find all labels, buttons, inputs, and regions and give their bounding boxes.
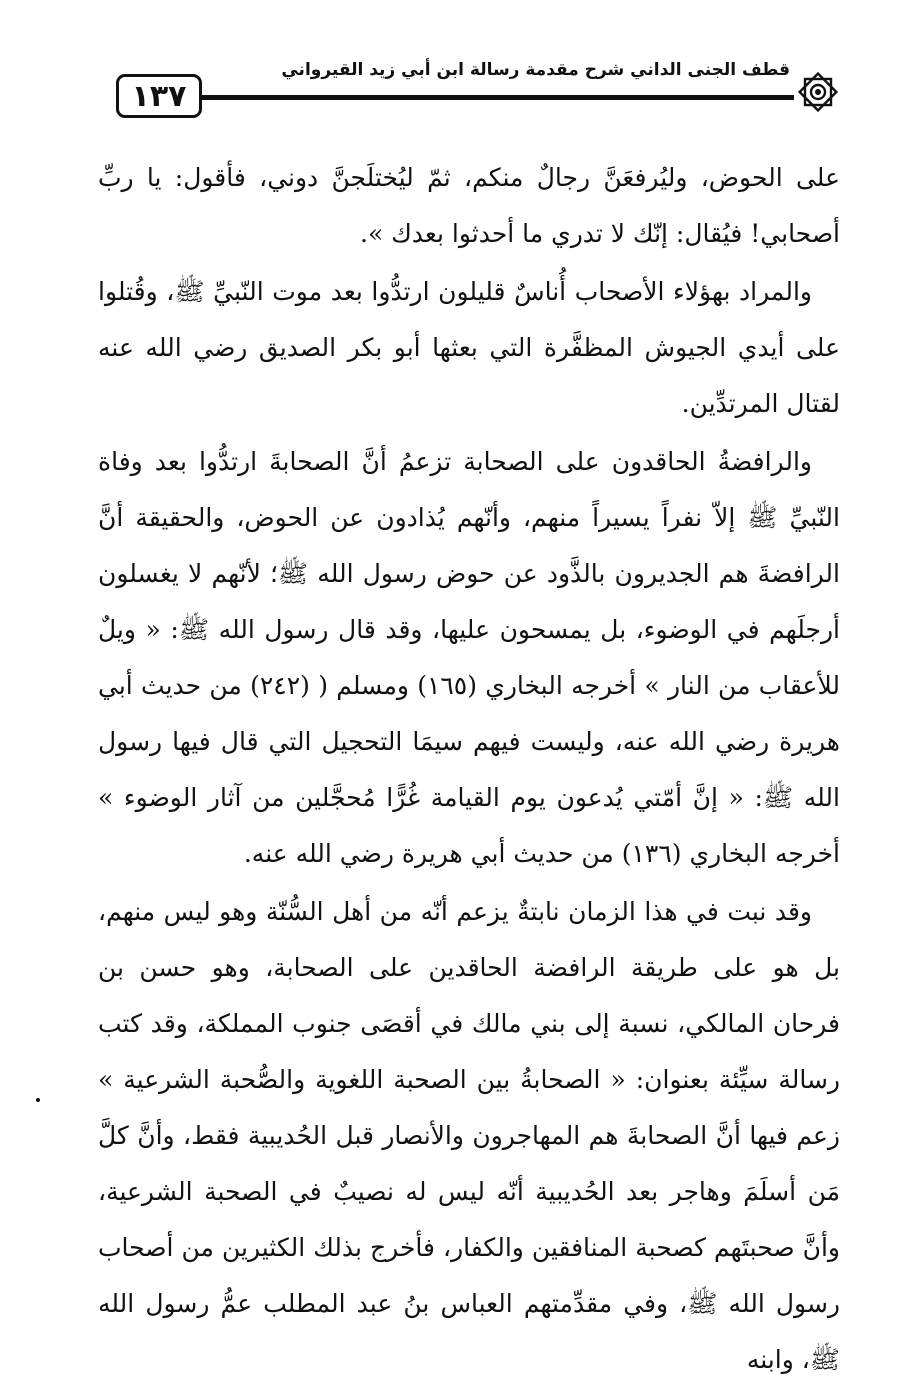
page-header	[116, 58, 840, 122]
margin-mark	[36, 1098, 40, 1102]
book-title: قطف الجنى الداني شرح مقدمة رسالة ابن أبي زيد القيرواني	[281, 60, 790, 80]
paragraph-4: وقد نبت في هذا الزمان نابتةٌ يزعم أنّه من أهل السُّنّة وهو ليس منهم، بل هو على طريقة الرافضة الحاقدين على الصحابة، وهو حسن بن فرحان المالكي، نسبة إلى بني مالك في أقصَى جنوب المملكة، وقد كتب رسالة سيِّئة بعنوان: « الصحابةُ بين الصحبة اللغوية والصُّحبة الشرعية » زعم فيها أنَّ الصحابةَ هم المهاجرون والأنصار قبل الحُديبية فقط، وأنَّ كلَّ مَن أسلَمَ وهاجر بعد الحُديبية أنّه ليس له نصيبٌ في الصحبة الشرعية، وأنَّ صحبتَهم كصحبة المنافقين والكفار، فأخرج بذلك الكثيرين من أصحاب رسول الله ﷺ، وفي مقدِّمتهم العباس بنُ عبد المطلب عمُّ رسول الله ﷺ، وابنه	[98, 897, 840, 1374]
paragraph-3: والرافضةُ الحاقدون على الصحابة تزعمُ أنَّ الصحابةَ ارتدُّوا بعد وفاة النّبيِّ ﷺ إلاّ نفراً يسيراً منهم، وأنّهم يُذادون عن الحوض، والحقيقة أنَّ الرافضةَ هم الجديرون بالذَّود عن حوض رسول الله ﷺ؛ لأنّهم لا يغسلون أرجلَهم في الوضوء، بل يمسحون عليها، وقد قال رسول الله ﷺ: « ويلٌ للأعقاب من النار » أخرجه البخاري (١٦٥) ومسلم ( (٢٤٢) من حديث أبي هريرة رضي الله عنه، وليست فيهم سيمَا التحجيل التي قال فيها رسول الله ﷺ: « إنَّ أمّتي يُدعون يوم القيامة غُرًّا مُحجَّلين من آثار الوضوء » أخرجه البخاري (١٣٦) من حديث أبي هريرة رضي الله عنه.	[98, 447, 841, 868]
eight-point-star-icon	[796, 70, 840, 114]
page-body	[98, 150, 840, 1388]
header-rule	[200, 95, 794, 100]
page-number: ١٣٧	[116, 74, 202, 118]
paragraph-1: على الحوض، وليُرفعَنَّ رجالٌ منكم، ثمّ ليُختلَجنَّ دوني، فأقول: يا ربِّ أصحابي! فيُقال: إنّك لا تدري ما أحدثوا بعدك ».	[98, 163, 840, 248]
paragraph-2: والمراد بهؤلاء الأصحاب أُناسٌ قليلون ارتدُّوا بعد موت النّبيِّ ﷺ، وقُتلوا على أيدي الجيوش المظفَّرة التي بعثها أبو بكر الصديق رضي الله عنه لقتال المرتدِّين.	[98, 277, 840, 418]
